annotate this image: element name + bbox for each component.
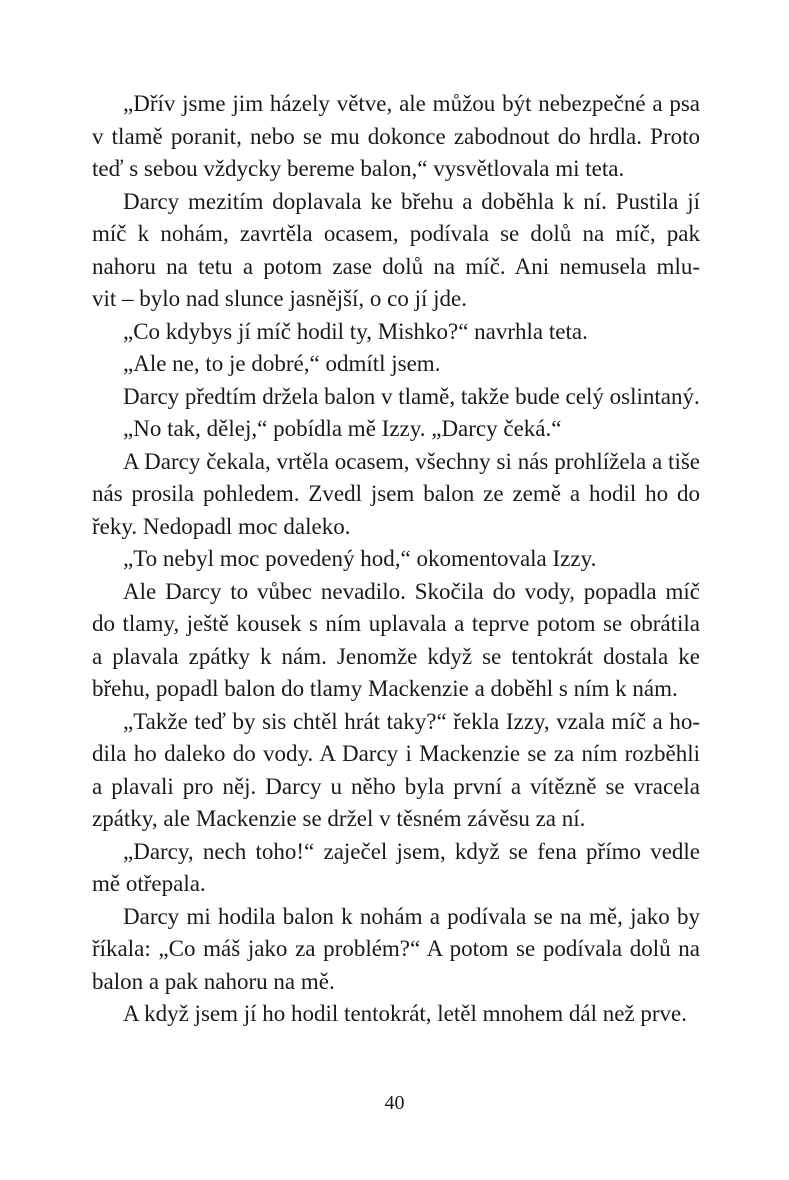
- text-line: „Takže teď by sis chtěl hrát taky?“ řekla Izzy, vzala míč a ho-: [123, 708, 700, 734]
- text-line: teď s sebou vždycky bereme balon,“ vysvětlovala mi teta.: [92, 156, 625, 181]
- text-line: „Dřív jsme jim házely větve, ale můžou být nebezpečné a psa: [123, 91, 700, 116]
- text-line: „Co kdybys jí míč hodil ty, Mishko?“ navrhla teta.: [123, 318, 588, 344]
- text-line: A když jsem jí ho hodil tentokrát, letěl mnohem dál než prve.: [123, 1001, 688, 1026]
- text-line: míč k nohám, zavrtěla ocasem, podívala se dolů na míč, pak: [92, 221, 700, 246]
- text-line: „To nebyl moc povedený hod,“ okomentovala Izzy.: [123, 546, 597, 571]
- text-line: vit – bylo nad slunce jasnější, o co jí jde.: [92, 286, 467, 311]
- text-line: A Darcy čekala, vrtěla ocasem, všechny si nás prohlížela a tiše: [123, 448, 700, 474]
- text-line: zpátky, ale Mackenzie se držel v těsném závěsu za ní.: [92, 806, 586, 831]
- text-line: do tlamy, ještě kousek s ním uplavala a teprve potom se obrátila: [92, 611, 700, 636]
- text-line: Darcy předtím držela balon v tlamě, takže bude celý oslintaný.: [123, 383, 700, 409]
- text-line: říkala: „Co máš jako za problém?“ A potom se podívala dolů na: [92, 936, 700, 961]
- text-line: řeky. Nedopadl moc daleko.: [92, 513, 351, 539]
- body-text: [92, 88, 700, 1031]
- text-line: v tlamě poranit, nebo se mu dokonce zabodnout do hrdla. Proto: [92, 123, 700, 149]
- text-line: a plavala zpátky k nám. Jenomže když se tentokrát dostala ke: [92, 643, 700, 669]
- text-line: břehu, popadl balon do tlamy Mackenzie a doběhl s ním k nám.: [92, 676, 678, 701]
- text-line: balon a pak nahoru na mě.: [92, 968, 335, 994]
- text-line: dila ho daleko do vody. A Darcy i Mackenzie se za ním rozběhli: [92, 741, 700, 766]
- text-line: Darcy mezitím doplavala ke břehu a doběhla k ní. Pustila jí: [123, 188, 700, 214]
- text-line: „No tak, dělej,“ pobídla mě Izzy. „Darcy čeká.“: [123, 416, 562, 441]
- text-line: nás prosila pohledem. Zvedl jsem balon ze země a hodil ho do: [92, 481, 700, 506]
- text-line: a plavali pro něj. Darcy u něho byla první a vítězně se vracela: [92, 773, 700, 799]
- text-line: Darcy mi hodila balon k nohám a podívala se na mě, jako by: [123, 903, 700, 929]
- text-line: „Ale ne, to je dobré,“ odmítl jsem.: [123, 351, 441, 376]
- page-number: 40: [384, 1092, 405, 1114]
- text-line: Ale Darcy to vůbec nevadilo. Skočila do vody, popadla míč: [123, 578, 700, 604]
- text-line: „Darcy, nech toho!“ zaječel jsem, když se fena přímo vedle: [123, 838, 700, 864]
- text-line: nahoru na tetu a potom zase dolů na míč. Ani nemusela mlu-: [92, 253, 700, 279]
- text-line: mě otřepala.: [92, 871, 206, 896]
